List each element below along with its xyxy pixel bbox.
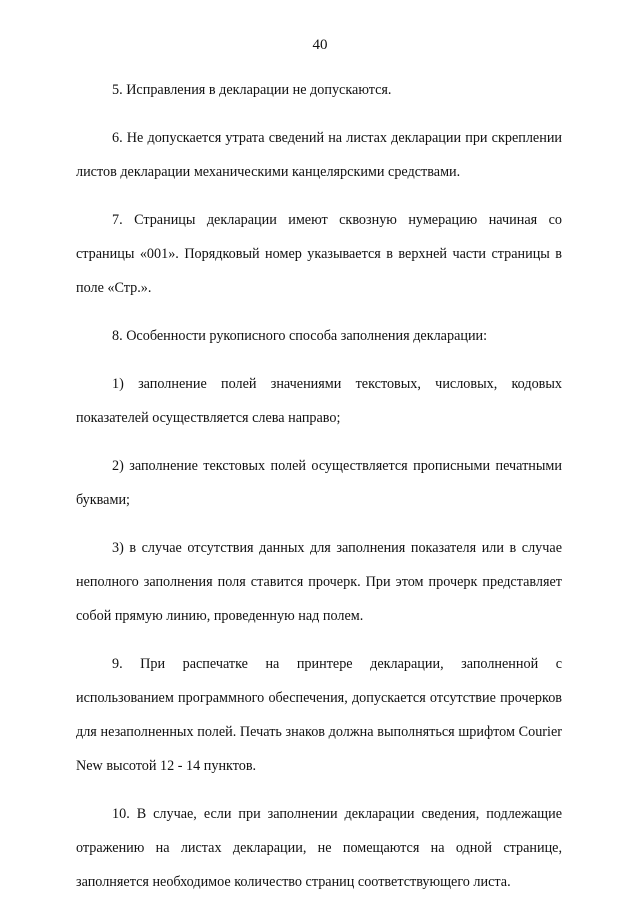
paragraph-8: 8. Особенности рукописного способа заполнения декларации: xyxy=(112,328,488,344)
page-number: 40 xyxy=(312,37,328,53)
subparagraph-8-3: 3) в случае отсутствия данных для заполнения показателя или в случае неполного заполнения поля ставится прочерк. При этом прочерк представляет собой прямую линию, проведенную над полем. xyxy=(76,540,562,624)
document-body xyxy=(76,73,562,899)
paragraph-5: 5. Исправления в декларации не допускаются. xyxy=(112,82,392,98)
paragraph-10: 10. В случае, если при заполнении декларации сведения, подлежащие отражению на листах декларации, не помещаются на одной странице, заполняется необходимое количество страниц соответствующего листа. xyxy=(76,806,562,890)
paragraph-9: 9. При распечатке на принтере декларации, заполненной с использованием программного обеспечения, допускается отсутствие прочерков для незаполненных полей. Печать знаков должна выполняться шрифтом Courier New высотой 12 - 14 пунктов. xyxy=(76,656,562,774)
paragraph-7: 7. Страницы декларации имеют сквозную нумерацию начиная со страницы «001». Порядковый номер указывается в верхней части страницы в поле «Стр.». xyxy=(76,212,562,296)
subparagraph-8-1: 1) заполнение полей значениями текстовых, числовых, кодовых показателей осуществляется слева направо; xyxy=(76,376,562,426)
paragraph-6: 6. Не допускается утрата сведений на листах декларации при скреплении листов декларации механическими канцелярскими средствами. xyxy=(76,130,562,180)
subparagraph-8-2: 2) заполнение текстовых полей осуществляется прописными печатными буквами; xyxy=(76,458,562,508)
